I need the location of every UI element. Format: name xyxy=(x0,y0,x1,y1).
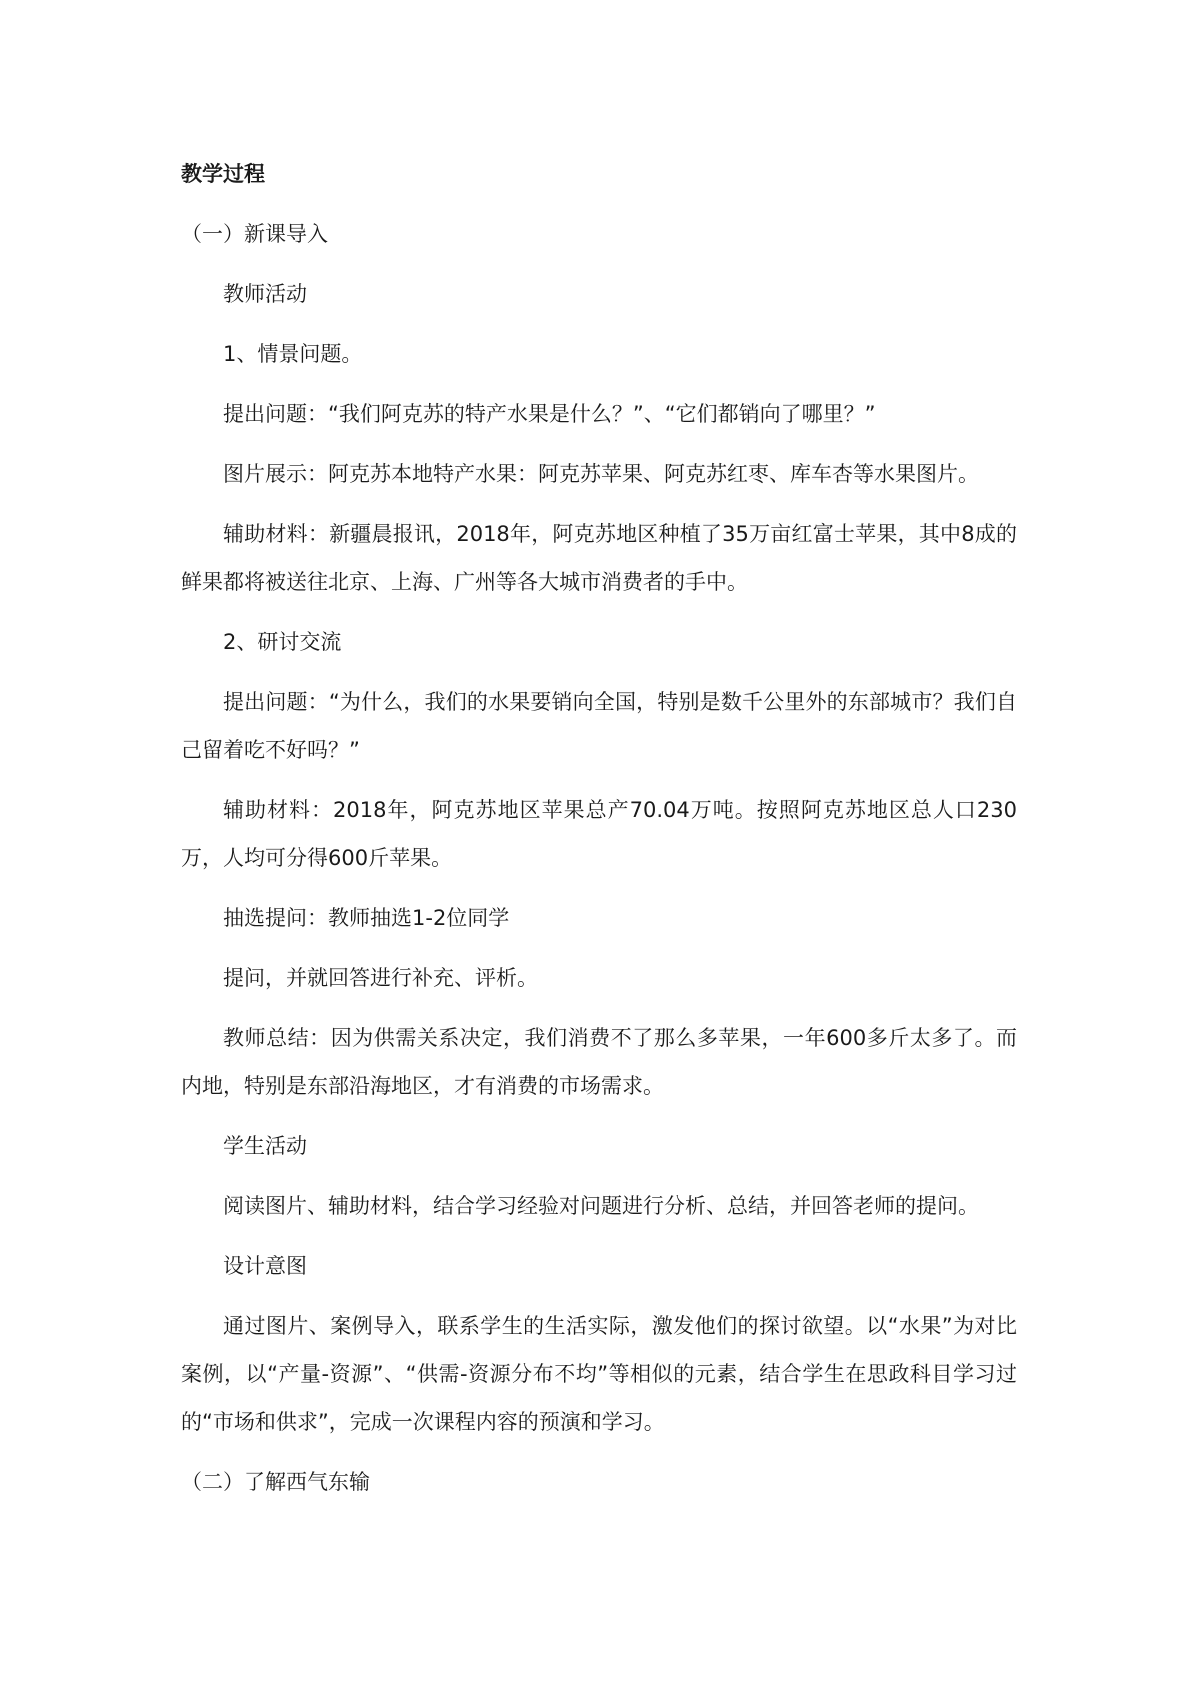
teacher-activity-label: 教师活动 xyxy=(223,282,307,306)
pick-question-continued: 提问，并就回答进行补充、评析。 xyxy=(223,966,538,990)
doc-title: 教学过程 xyxy=(181,162,265,186)
picture-display: 图片展示：阿克苏本地特产水果：阿克苏苹果、阿克苏红枣、库车杏等水果图片。 xyxy=(223,462,979,486)
teacher-summary: 教师总结：因为供需关系决定，我们消费不了那么多苹果，一年600多斤太多了。而内地，特别是东部沿海地区，才有消费的市场需求。 xyxy=(181,1026,1017,1098)
design-intent-text: 通过图片、案例导入，联系学生的生活实际，激发他们的探讨欲望。以“水果”为对比案例，以“产量-资源”、“供需-资源分布不均”等相似的元素，结合学生在思政科目学习过的“市场和供求”，完成一次课程内容的预演和学习。 xyxy=(181,1314,1017,1434)
section-1-heading: （一）新课导入 xyxy=(181,222,328,246)
question-2: 提出问题：“为什么，我们的水果要销向全国，特别是数千公里外的东部城市？我们自己留着吃不好吗？” xyxy=(181,690,1017,762)
design-intent-label: 设计意图 xyxy=(223,1254,307,1278)
student-activity-label: 学生活动 xyxy=(223,1134,307,1158)
pick-question: 抽选提问：教师抽选1-2位同学 xyxy=(223,906,510,930)
section-2-heading: （二）了解西气东输 xyxy=(181,1470,370,1494)
student-activity-text: 阅读图片、辅助材料，结合学习经验对问题进行分析、总结，并回答老师的提问。 xyxy=(223,1194,979,1218)
item-1-heading: 1、情景问题。 xyxy=(223,342,363,366)
aux-material-2: 辅助材料：2018年，阿克苏地区苹果总产70.04万吨。按照阿克苏地区总人口230万，人均可分得600斤苹果。 xyxy=(181,798,1017,870)
item-2-heading: 2、研讨交流 xyxy=(223,630,342,654)
question-1: 提出问题：“我们阿克苏的特产水果是什么？”、“它们都销向了哪里？” xyxy=(223,402,876,426)
aux-material-1: 辅助材料：新疆晨报讯，2018年，阿克苏地区种植了35万亩红富士苹果，其中8成的鲜果都将被送往北京、上海、广州等各大城市消费者的手中。 xyxy=(181,522,1017,594)
document-page xyxy=(181,150,1017,1506)
